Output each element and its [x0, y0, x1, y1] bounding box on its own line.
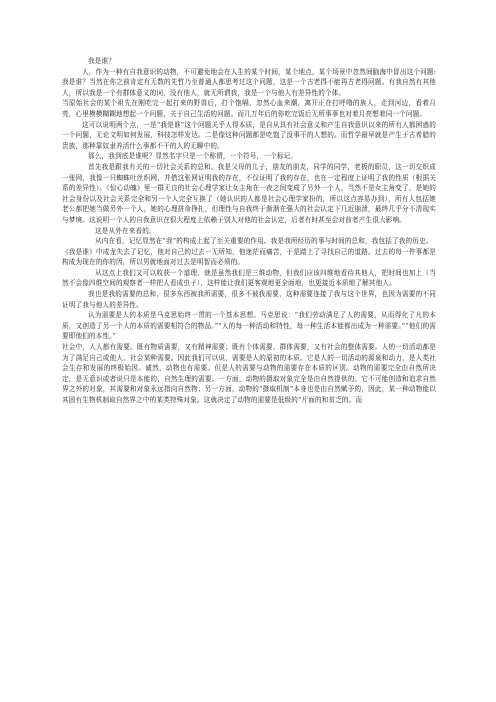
paragraph-external-view: 这是从外在来看的。 — [95, 226, 156, 235]
paragraph-social-needs: 社会中，人人都有需要。既有物质需要，又有精神需要；既有个体需要、群体需要，又有社会的整体需要。人的一切活动都是为了满足自己或他人、社会某种需要。因此我们可以说，需要是人的原初的本质。它是人的一切活动的源泉和动力，是人类社会生存和发展的终极始因。诚然，动物也有需要。但是人的需要与动物的需要存在本质的区别。动物的需要完全由自然所决定，是无意识或者说只是本能的，自然生理的需要。一方面，动物的摄取对象完全是由自然提供的。它不可能创造和追求自然界之外的对象，其需要和对象永远指向自然物；另一方面，动物的“摄取机制”本身也是由自然赋予的，因此，某一种动物能以其固有生物机制取自然界之中的某类特殊对象。这就决定了动物的需要是低级的”片面的和贫乏的。而 — [62, 343, 436, 404]
paragraph-primitive-ancestor: 当原始社会的某个祖先在刚吃完一起打来的野兽后，打个饱嗝，忽然心血来潮，离开正在打呼噜的族人，走到河边，看着月亮，心里模模糊糊地想起一个问题，关于自己生活的问题。而几万年后的你吃完饭后无所事事也对着月亮想着同一个问题。 — [62, 99, 436, 118]
document-body — [62, 56, 436, 406]
document-title: 我是谁？ — [88, 57, 115, 65]
paragraph-social-relations: 首先我是跟我有关的一切社会关系的总和，我是父母的儿子，朋友的朋友，同学的同学，老板的职员，这一切交织成一张网，我像一只蜘蛛吐丝织网，并借这张网证明我的存在，不仅证明了我的存在，也在一定程度上证明了我的性质（根据关系的差异性）。《惊心动魄》里一群无良的社会心理学家让女主角在一夜之间变成了另外一个人，当然不是女主角变了，是她的社会身份以及社会关系完全和另一个人完全互换了（她认识的人都是社会心理学家扮的，所以这点容易办到），所有人包括她老公都把她当做另外一个人，她的心理拼命挣扎，但理性与自我终于渐渐在强大的社会认定下几近崩溃，最终几乎分不清现实与梦境。这说明一个人的自我意识在很大程度上依赖于别人对他的社会认定，后者有时甚至会对前者产生很大影响。 — [62, 162, 436, 224]
paragraph-two-points: 这可以说明两个点，一是“我是谁”这个问题关乎人得本质，是自从具有社会意义和产生自我意识以来的所有人都困惑的一个问题，无论文明如何发展，科技怎样发达。二是像这种问题都是吃饱了没事干的人想的。而哲学最早就是产生于古希腊的贵族，那种靠奴隶养活什么事都不干的人的无聊中的。 — [62, 120, 436, 150]
paragraph-memory: 从内在看，记忆显然在“我”的构成上起了至关重要的作用。我是我所经历的事与时间的总和，我包括了我的历史。 — [95, 237, 433, 246]
paragraph-intro: 人，作为一种有自我意识的动物，不可避免地会在人生的某个时间，某个地点，某个场景中忽然间脑海中冒出这个问题:我是谁？当然在你之前肯定有无数的先哲乃至普通人都思考过这个问题，这是一个古老得不能再古老得问题。有我自然有其他人，所以我是一个有群体意义的词，没有他人，就无所谓我，我是一个与他人有差异性的个体。 — [62, 67, 436, 97]
paragraph-needs: 我也是我的需要的总和，很多东西被我所需要，很多不被我需要，这种需要连接了我与这个世界，也因为需要的不同证明了我与他人的差异性。 — [62, 290, 436, 309]
paragraph-who-am-i-film: 《我是谁》中成龙失去了记忆，他对自己的过去一无所知，他迷茫而痛苦，于是踏上了寻找自己的道路。过去的每一件事都是构成为现在的你的因，所以男就地面对过去是明智而必须的。 — [62, 247, 436, 267]
paragraph-four-dimensions: 从这点上我们又可以收获一个道理，就是虽然我们是三维动物，但我们应该四维地看待其他人，把时间也加上（当然不会像四维空间的观察者一样把人看成虫子），这样能让我们更客观地更全面地，也更接近本质地了解其他人。 — [62, 268, 436, 288]
paragraph-marx: 认为需要是人的本质是马克思始终一贯的一个基本思想。马克思说：“我们劳动满足了人的需要，从而得化了凡的本质，又创造了另一个人的本质的需要相符合的物品。”“人的每一种活动和特性，每一种生活本能都出成为一种需要。”“他们的需要即他们的本性。” — [62, 311, 436, 341]
paragraph-name-symbol: 那么，我到底是谁呢？显然名字只是一个称谓，一个符号，一个标记。 — [88, 152, 298, 161]
